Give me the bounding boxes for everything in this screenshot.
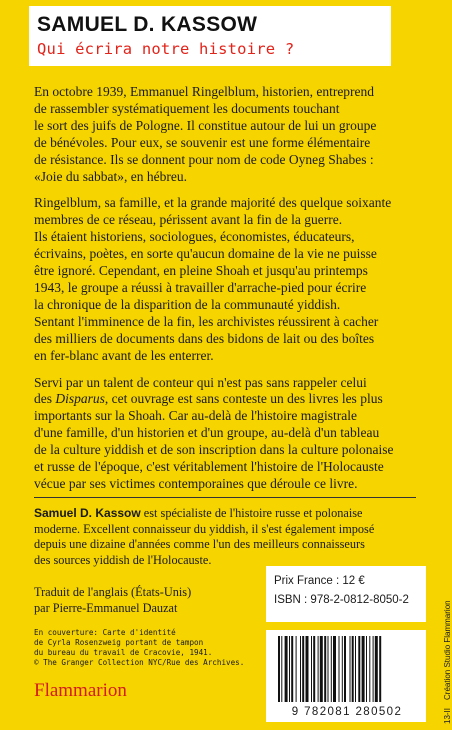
barcode-icon (276, 636, 416, 704)
text-line: des milliers de documents dans des bidons de lait ou des boîtes (34, 330, 375, 346)
barcode-bar (358, 636, 360, 702)
barcode-box (266, 630, 426, 722)
barcode-bar (344, 636, 346, 702)
text-line: moderne. Excellent connaisseur du yiddish, il s'est également imposé (34, 521, 375, 536)
text-line: depuis une dizaine d'années comme l'un des meilleurs connaisseurs (34, 537, 365, 551)
text-line: vécue par ses victimes contemporaines que déroule ce livre. (34, 475, 358, 491)
divider (34, 497, 416, 498)
blurb-paragraph-3 (34, 375, 416, 493)
text-line: membres de ce réseau, périssent avant la fin de la guerre. (34, 212, 343, 228)
text-line: et russe de l'époque, c'est véritablement l'histoire de l'Holocauste (34, 459, 384, 475)
author-name: SAMUEL D. KASSOW (37, 13, 258, 36)
barcode-bar (313, 636, 315, 702)
text-line: importants sur la Shoah. Car au-delà de l'histoire magistrale (34, 408, 357, 424)
barcode-bar (278, 636, 280, 702)
side-code: 13-II (443, 707, 452, 724)
text-line: «Joie du sabbat», en hébreu. (34, 168, 187, 184)
barcode-bar (302, 636, 304, 702)
text-line: en fer-blanc avant de les enterrer. (34, 347, 214, 363)
barcode-bar (352, 636, 354, 702)
text-line: Servi par un talent de conteur qui n'est pas sans rappeler celui (34, 374, 367, 390)
barcode-bar (291, 636, 293, 702)
text-line: 1943, le groupe a réussi à travailler d'arrache-pied pour écrire (34, 279, 367, 295)
text-line: le sort des juifs de Pologne. Il constitue autour de lui un groupe (34, 117, 377, 133)
translation-credit (34, 585, 254, 616)
text-line: des sources yiddish de l'Holocauste. (34, 552, 212, 567)
barcode-bar (379, 636, 381, 702)
barcode-digits: 9 782081 280502 (291, 706, 403, 718)
barcode-bar (289, 636, 290, 702)
text-line (34, 506, 416, 522)
price-box (266, 566, 426, 622)
text-line: © The Granger Collection NYC/Rue des Archives. (34, 658, 245, 667)
barcode-bar (328, 636, 329, 702)
barcode-bar (281, 636, 282, 702)
cover-credit (34, 628, 254, 668)
barcode-bar (331, 636, 332, 702)
text-line: écrivains, poètes, en sorte qu'aucun domaine de la vie ne puisse (34, 246, 377, 262)
book-reference: Disparus (55, 391, 105, 407)
barcode-bar (350, 636, 351, 702)
text-line: Traduit de l'anglais (États-Unis) (34, 585, 192, 599)
barcode-bar (285, 636, 288, 702)
blurb-paragraph-2 (34, 195, 416, 364)
barcode-bar (311, 636, 312, 702)
blurb (34, 84, 416, 503)
barcode-bar (375, 636, 378, 702)
text-line: de rassembler systématiquement les documents touchant (34, 100, 340, 116)
text-line: des Disparus, cet ouvrage est sans conteste un des livres les plus (34, 391, 383, 407)
barcode-bar (318, 636, 319, 702)
side-credit: Création Studio Flammarion (443, 600, 452, 700)
text-line: En couverture: Carte d'identité (34, 628, 176, 637)
barcode-bar (342, 636, 343, 702)
bio-author-name: Samuel D. Kassow (34, 506, 141, 520)
barcode-bar (339, 636, 340, 702)
barcode-bar (369, 636, 370, 702)
barcode-bar (333, 636, 336, 702)
text-line: du bureau du travail de Cracovie, 1941. (34, 648, 213, 657)
text-line: la chronique de la disparition de la communauté yiddish. (34, 296, 341, 312)
barcode-bar (306, 636, 309, 702)
text-line: de Cyrla Rosenzweig portant de tampon (34, 638, 204, 647)
barcode-bar (300, 636, 301, 702)
blurb-paragraph-1 (34, 84, 416, 185)
text-line: Sentant l'imminence de la fin, les archivistes réussirent à cacher (34, 313, 379, 329)
isbn-label: ISBN : 978-2-0812-8050-2 (274, 594, 409, 606)
barcode-bar (362, 636, 365, 702)
header-box (29, 6, 391, 66)
author-bio (34, 506, 416, 568)
text-line: Ils étaient historiens, sociologues, économistes, éducateurs, (34, 229, 355, 245)
barcode-bar (366, 636, 367, 702)
barcode-bar (296, 636, 297, 702)
barcode-bar (355, 636, 356, 702)
text-line: par Pierre-Emmanuel Dauzat (34, 600, 178, 615)
book-title: Qui écrira notre histoire ? (37, 40, 295, 58)
text-line: de bénévoles. Pour eux, se souvenir est une forme élémentaire (34, 134, 371, 150)
barcode-bar (320, 636, 323, 702)
barcode-bar (324, 636, 326, 702)
bio-text: est spécialiste de l'histoire russe et polonaise (140, 506, 363, 520)
text-line: En octobre 1939, Emmanuel Ringelblum, historien, entreprend (34, 84, 375, 99)
text-line: de la culture yiddish et de son inscription dans la culture polonaise (34, 442, 394, 458)
text-line: de résistance. Ils se donnent pour nom de code Oyneg Shabes : (34, 151, 374, 167)
publisher-logo: Flammarion (34, 680, 127, 701)
text-line: Ringelblum, sa famille, et la grande majorité des quelque soixante (34, 195, 392, 211)
price-label: Prix France : 12 € (274, 575, 365, 587)
text-line: d'une famille, d'un historien et d'un groupe, au-delà d'un tableau (34, 425, 380, 441)
text-line: être ignoré. Cependant, en pleine Shoah et jusqu'au printemps (34, 263, 368, 279)
barcode-bar (373, 636, 374, 702)
